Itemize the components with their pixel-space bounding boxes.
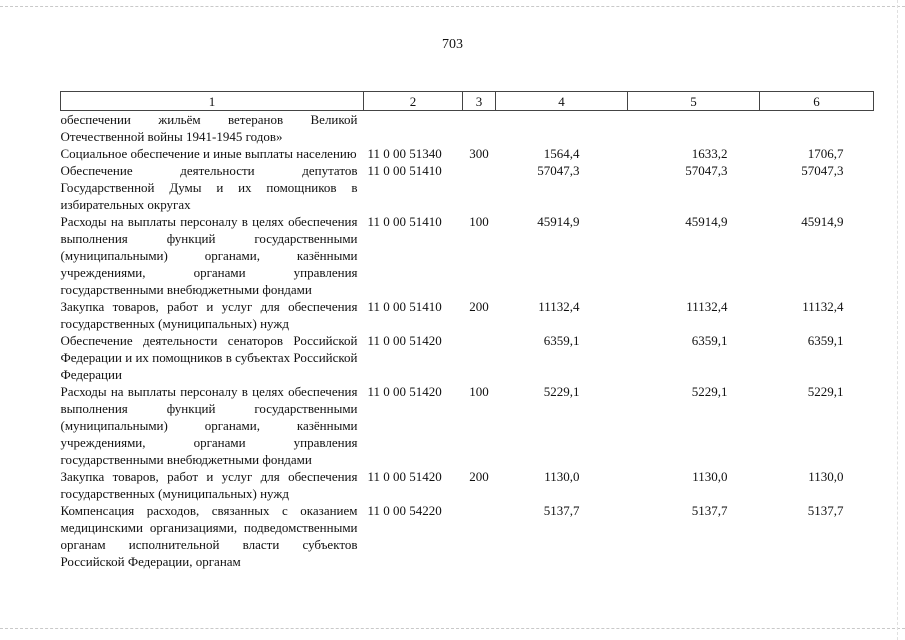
row-value-year1: 45914,9 [537,214,580,229]
row-value-year3: 5137,7 [807,503,844,518]
row-value-year3: 6359,1 [807,333,844,348]
row-value-year1: 5229,1 [543,384,580,399]
row-name: Закупка товаров, работ и услуг для обеспечения государственных (муниципальных) нужд [60,469,358,501]
row-expense-type [463,162,496,213]
row-name: Обеспечение деятельности сенаторов Российской Федерации и их помощников в субъектах Российской Федерации [60,333,358,382]
row-value-year3: 11132,4 [802,299,844,314]
row-value-year2: 5137,7 [691,503,728,518]
row-code: 11 0 00 51420 [367,469,442,484]
budget-table [60,91,874,570]
row-value-year3: 5229,1 [807,384,844,399]
row-expense-type [463,332,496,383]
row-value-year3: 1130,0 [808,469,844,484]
row-code: 11 0 00 51340 [367,146,442,161]
row-value-year3 [760,111,874,146]
row-value-year2: 57047,3 [685,163,728,178]
table-row [61,145,874,162]
row-value-year2: 11132,4 [686,299,728,314]
table-row [61,162,874,213]
row-name: Компенсация расходов, связанных с оказанием медицинскими организациями, подведомственными органам исполнительной власти субъектов Российской Федерации, органам [60,503,358,569]
table-row [61,298,874,332]
row-code: 11 0 00 51410 [367,163,442,178]
row-code [364,111,463,146]
scan-edge-bottom [0,628,905,629]
row-value-year1: 1130,0 [544,469,580,484]
row-value-year2: 45914,9 [685,214,728,229]
row-name: Расходы на выплаты персоналу в целях обеспечения выполнения функций государственными (муниципальными) органами, казёнными учреждениями, органами управления государственными внебюджетными фондами [60,214,358,297]
row-name: обеспечении жильём ветеранов Великой Отечественной войны 1941-1945 годов» [60,112,358,144]
row-value-year1: 5137,7 [543,503,580,518]
row-name: Закупка товаров, работ и услуг для обеспечения государственных (муниципальных) нужд [60,299,358,331]
row-value-year1: 57047,3 [537,163,580,178]
row-value-year3: 1706,7 [807,146,844,161]
table-row [61,111,874,146]
col-header-2: 2 [364,92,463,111]
col-header-6: 6 [760,92,874,111]
row-value-year3: 57047,3 [801,163,844,178]
row-expense-type [463,502,496,570]
row-expense-type: 300 [469,146,489,161]
table-row [61,213,874,298]
row-expense-type [463,111,496,146]
row-expense-type: 200 [469,299,489,314]
page-number: 703 [442,37,463,52]
table-header-row [61,92,874,111]
scan-edge-top [0,6,905,7]
table-row [61,502,874,570]
row-name: Расходы на выплаты персоналу в целях обеспечения выполнения функций государственными (муниципальными) органами, казёнными учреждениями, органами управления государственными внебюджетными фондами [60,384,358,467]
table-row [61,468,874,502]
row-value-year2 [628,111,760,146]
col-header-4: 4 [496,92,628,111]
table-row [61,383,874,468]
row-value-year1: 11132,4 [538,299,580,314]
row-name: Обеспечение деятельности депутатов Государственной Думы и их помощников в избирательных округах [60,163,358,212]
row-value-year3: 45914,9 [801,214,844,229]
scan-edge-right [897,0,898,640]
col-header-3: 3 [463,92,496,111]
row-expense-type: 100 [469,214,489,229]
row-value-year1 [496,111,628,146]
col-header-5: 5 [628,92,760,111]
row-value-year2: 6359,1 [691,333,728,348]
row-expense-type: 100 [469,384,489,399]
row-name: Социальное обеспечение и иные выплаты населению [60,146,357,161]
row-value-year1: 1564,4 [543,146,580,161]
row-value-year2: 1633,2 [691,146,728,161]
table-row [61,332,874,383]
row-value-year2: 1130,0 [692,469,728,484]
row-code: 11 0 00 51420 [367,384,442,399]
row-value-year2: 5229,1 [691,384,728,399]
row-expense-type: 200 [469,469,489,484]
row-code: 11 0 00 51410 [367,214,442,229]
row-value-year1: 6359,1 [543,333,580,348]
row-code: 11 0 00 51410 [367,299,442,314]
row-code: 11 0 00 54220 [367,503,442,518]
row-code: 11 0 00 51420 [367,333,442,348]
col-header-1: 1 [61,92,364,111]
